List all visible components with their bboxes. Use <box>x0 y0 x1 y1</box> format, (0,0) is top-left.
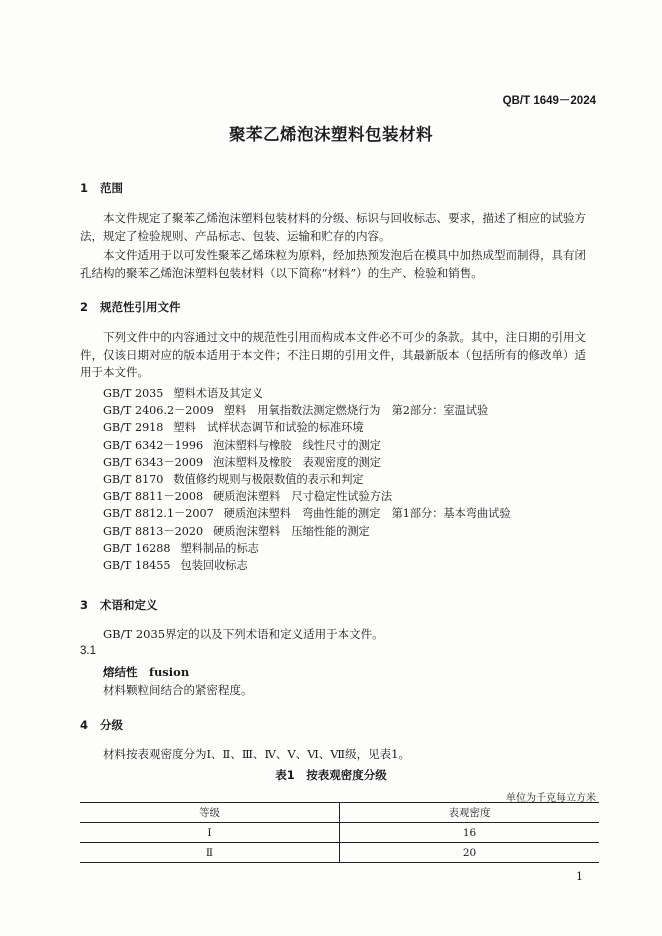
reference-code: GB/T 8170 <box>103 473 164 487</box>
reference-title: 泡沫塑料与橡胶 线性尺寸的测定 <box>213 438 381 452</box>
section-number: 1 <box>80 181 89 195</box>
grade-cell: Ⅰ <box>80 823 340 843</box>
section-3-heading <box>80 597 158 613</box>
reference-item <box>103 454 511 471</box>
table-row <box>80 823 599 843</box>
section-2-intro: 下列文件中的内容通过文中的规范性引用而构成本文件必不可少的条款。其中，注日期的引用文件，仅该日期对应的版本适用于本文件；不注日期的引用文件，其最新版本（包括所有的修改单）适用于本文件。 <box>80 330 586 379</box>
reference-code: GB/T 8813－2020 <box>103 524 204 538</box>
section-number: 3 <box>80 598 89 612</box>
normative-reference-list <box>103 385 511 574</box>
section-2-heading <box>80 299 181 315</box>
reference-title: 塑料 试样状态调节和试验的标准环境 <box>173 421 364 435</box>
density-cell: 20 <box>462 846 477 859</box>
reference-code: GB/T 8812.1－2007 <box>103 507 214 521</box>
reference-title: 塑料术语及其定义 <box>173 387 263 400</box>
table-caption: 表1 按表观密度分级 <box>275 768 387 782</box>
section-title: 规范性引用文件 <box>100 300 181 314</box>
reference-item <box>103 557 511 574</box>
column-header: 等级 <box>80 803 340 823</box>
section-1-heading <box>80 180 123 196</box>
reference-title: 包装回收标志 <box>180 559 248 573</box>
reference-item <box>103 540 511 557</box>
table-row <box>80 843 599 863</box>
reference-title: 硬质泡沫塑料 弯曲性能的测定 第1部分：基本弯曲试验 <box>223 507 511 521</box>
section-title: 分级 <box>100 718 123 732</box>
reference-code: GB/T 2406.2－2009 <box>103 404 214 418</box>
grade-cell: Ⅱ <box>80 843 340 863</box>
reference-code: GB/T 18455 <box>103 559 171 573</box>
section-3-intro: GB/T 2035界定的以及下列术语和定义适用于本文件。 <box>103 627 384 641</box>
reference-item <box>103 523 511 540</box>
column-header: 表观密度 <box>448 807 491 819</box>
reference-item <box>103 419 511 436</box>
clause-number: 3.1 <box>80 645 96 657</box>
document-title: 聚苯乙烯泡沫塑料包装材料 <box>229 125 433 144</box>
term-heading: 熔结性 fusion <box>103 665 190 679</box>
reference-code: GB/T 6343－2009 <box>103 455 204 469</box>
section-number: 2 <box>80 300 89 314</box>
reference-item <box>103 402 511 419</box>
reference-title: 泡沫塑料及橡胶 表观密度的测定 <box>213 455 381 469</box>
reference-code: GB/T 6342－1996 <box>103 438 204 452</box>
section-title: 术语和定义 <box>100 598 158 612</box>
section-title: 范围 <box>100 181 123 195</box>
reference-title: 塑料 用氧指数法测定燃烧行为 第2部分：室温试验 <box>223 404 489 418</box>
reference-item <box>103 471 511 488</box>
reference-code: GB/T 16288 <box>103 541 171 555</box>
table-header-row <box>80 803 599 823</box>
section-number: 4 <box>80 718 89 732</box>
reference-title: 塑料制品的标志 <box>180 541 259 555</box>
standard-code: QB/T 1649－2024 <box>502 95 596 107</box>
reference-title: 数值修约规则与极限数值的表示和判定 <box>173 473 364 487</box>
reference-title: 硬质泡沫塑料 压缩性能的测定 <box>213 524 370 538</box>
reference-item <box>103 385 511 402</box>
section-4-intro: 材料按表观密度分为Ⅰ、Ⅱ、Ⅲ、Ⅳ、Ⅴ、Ⅵ、Ⅶ级，见表1。 <box>103 747 410 761</box>
table-unit-note: 单位为千克每立方米 <box>506 793 596 804</box>
reference-code: GB/T 2035 <box>103 387 164 400</box>
term-definition: 材料颗粒间结合的紧密程度。 <box>103 683 253 697</box>
page-number: 1 <box>576 870 583 883</box>
density-cell: 16 <box>462 826 477 839</box>
reference-item <box>103 437 511 454</box>
reference-code: GB/T 8811－2008 <box>103 490 204 504</box>
reference-title: 硬质泡沫塑料 尺寸稳定性试验方法 <box>213 490 393 504</box>
reference-item <box>103 505 511 522</box>
section-1-paragraph-2: 本文件适用于以可发性聚苯乙烯珠粒为原料，经加热预发泡后在模具中加热成型而制得，具有闭孔结构的聚苯乙烯泡沫塑料包装材料（以下简称“材料”）的生产、检验和销售。 <box>80 248 586 280</box>
reference-code: GB/T 2918 <box>103 421 164 435</box>
density-grade-table <box>80 802 599 863</box>
section-4-heading <box>80 717 123 733</box>
reference-item <box>103 488 511 505</box>
section-1-paragraph-1: 本文件规定了聚苯乙烯泡沫塑料包装材料的分级、标识与回收标志、要求，描述了相应的试验方法，规定了检验规则、产品标志、包装、运输和贮存的内容。 <box>80 211 586 243</box>
